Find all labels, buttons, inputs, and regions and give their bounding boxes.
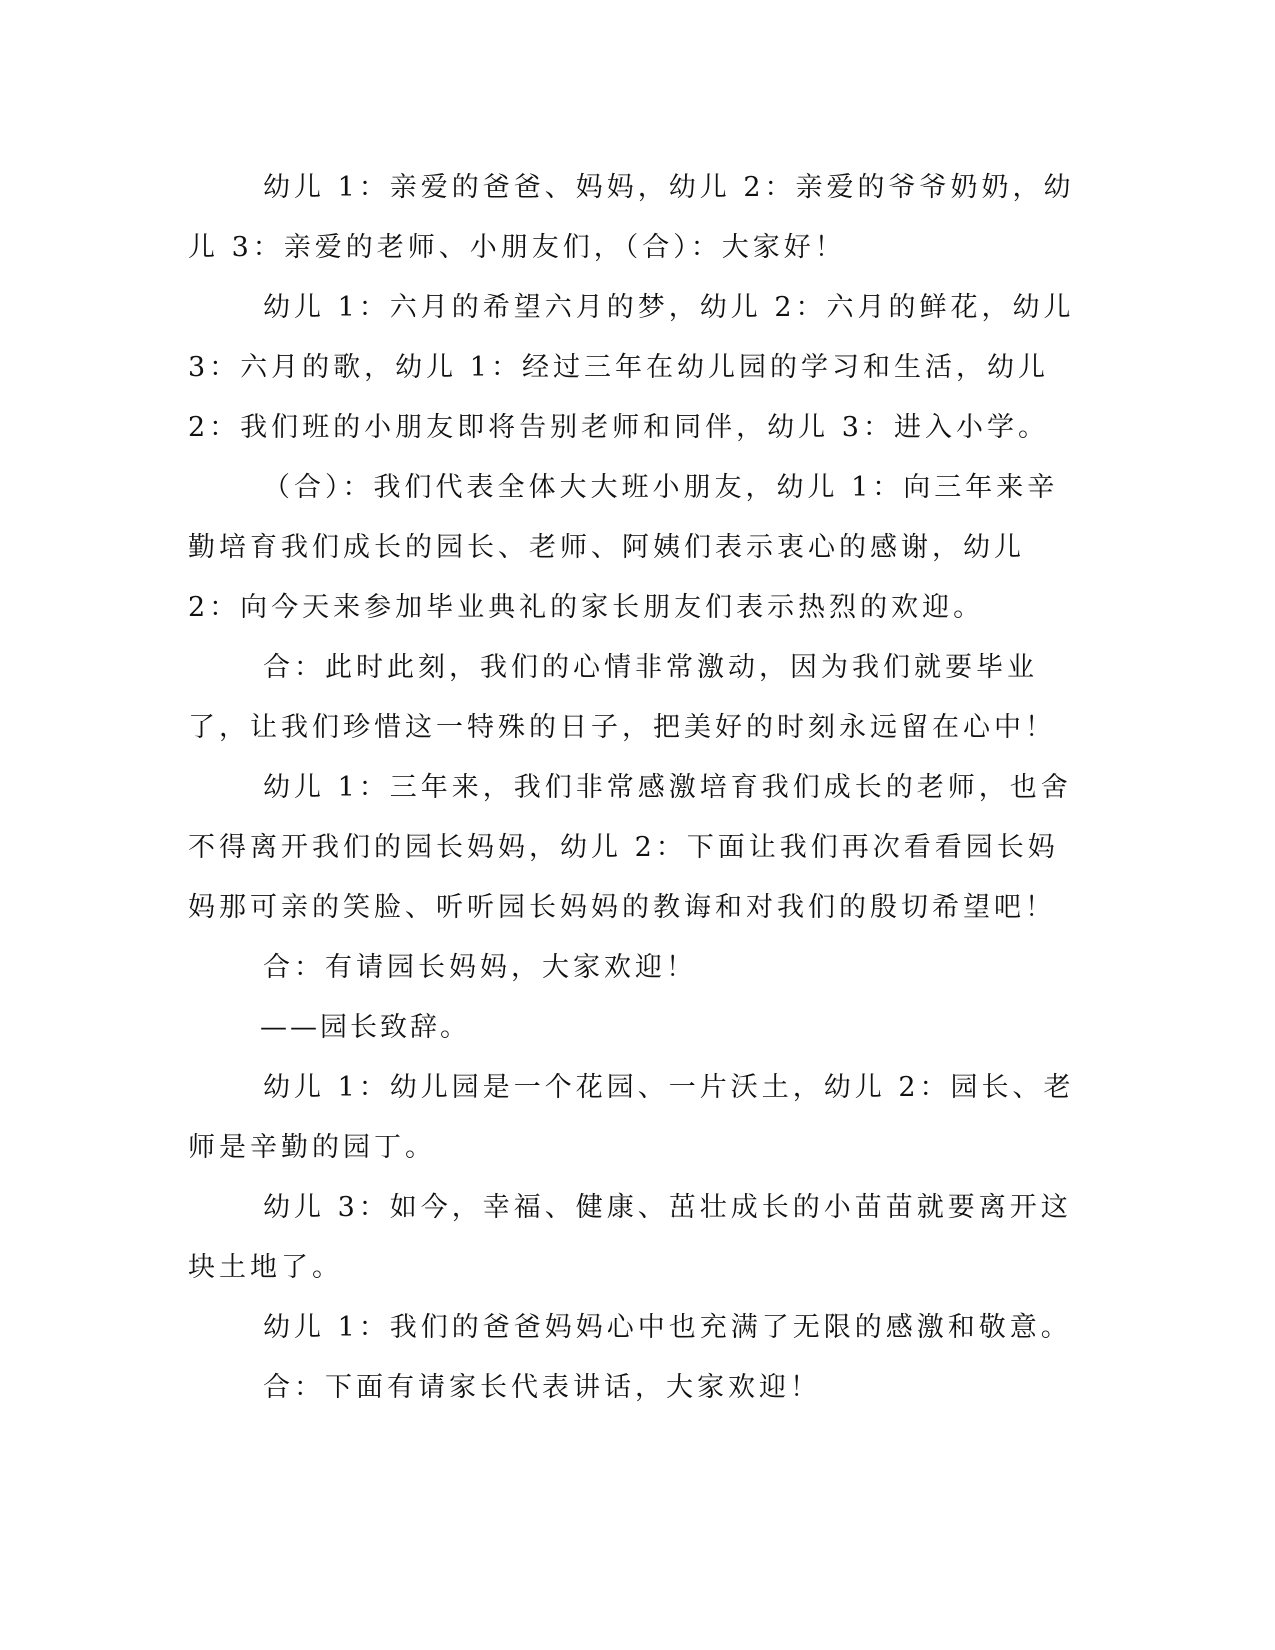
paragraph-8: 幼儿 1：幼儿园是一个花园、一片沃土，幼儿 2：园长、老师是辛勤的园丁。 xyxy=(188,1072,1075,1163)
paragraph-5: 幼儿 1：三年来，我们非常感激培育我们成长的老师，也舍不得离开我们的园长妈妈，幼儿 2：下面让我们再次看看园长妈妈那可亲的笑脸、听听园长妈妈的教诲和对我们的殷切希望吧！ xyxy=(188,772,1072,923)
paragraph-7: ——园长致辞。 xyxy=(260,1012,470,1043)
document-body xyxy=(188,158,1078,1418)
paragraph-3: （合）：我们代表全体大大班小朋友，幼儿 1：向三年来辛勤培育我们成长的园长、老师、阿姨们表示衷心的感谢，幼儿 2：向今天来参加毕业典礼的家长朋友们表示热烈的欢迎。 xyxy=(188,472,1059,623)
paragraph-11: 合：下面有请家长代表讲话，大家欢迎！ xyxy=(263,1372,821,1403)
paragraph-1: 幼儿 1：亲爱的爸爸、妈妈，幼儿 2：亲爱的爷爷奶奶，幼儿 3：亲爱的老师、小朋友们，（合）：大家好！ xyxy=(188,172,1075,263)
paragraph-4: 合：此时此刻，我们的心情非常激动，因为我们就要毕业了，让我们珍惜这一特殊的日子，把美好的时刻永远留在心中！ xyxy=(188,652,1056,743)
paragraph-6: 合：有请园长妈妈，大家欢迎！ xyxy=(263,952,697,983)
paragraph-2: 幼儿 1：六月的希望六月的梦，幼儿 2：六月的鲜花，幼儿 3：六月的歌，幼儿 1：经过三年在幼儿园的学习和生活，幼儿 2：我们班的小朋友即将告别老师和同伴，幼儿 3：进入小学。 xyxy=(188,292,1075,443)
paragraph-10: 幼儿 1：我们的爸爸妈妈心中也充满了无限的感激和敬意。 xyxy=(263,1312,1072,1343)
paragraph-9: 幼儿 3：如今，幸福、健康、茁壮成长的小苗苗就要离开这块土地了。 xyxy=(188,1192,1072,1283)
